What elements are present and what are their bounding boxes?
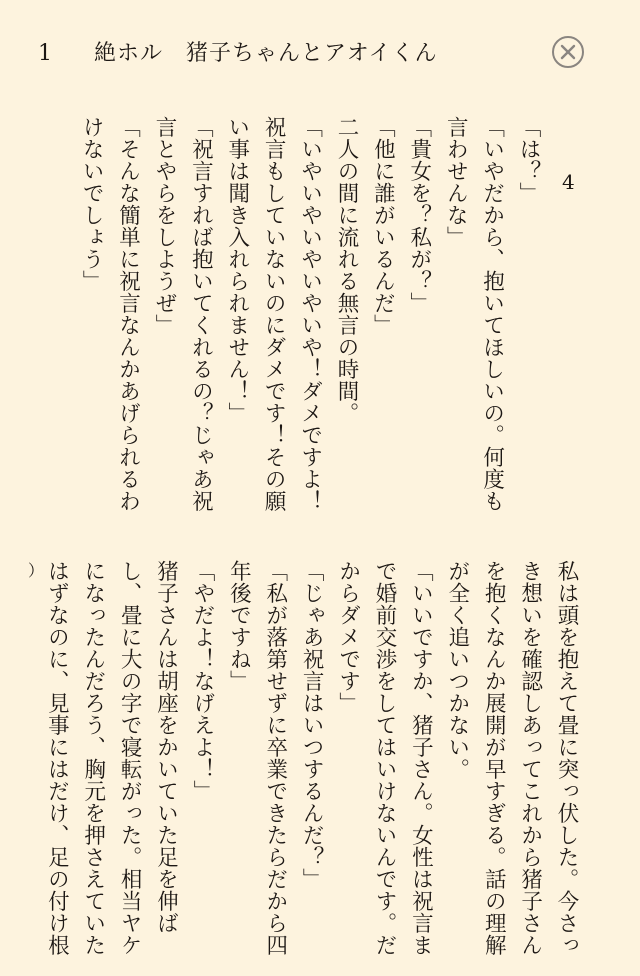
text-line: 「貴女を？私が？」 — [406, 116, 432, 314]
page-number: 4 — [562, 170, 575, 194]
reader-header — [0, 0, 640, 100]
text-line: けないでしょう」 — [79, 116, 105, 292]
text-line: 「いいですか、猪子さん。女性は祝言ま — [408, 560, 434, 956]
text-line: を抱くなんか展開が早すぎる。話の理解 — [481, 560, 507, 956]
text-line: 言わせんな」 — [443, 116, 469, 248]
text-line: 「いやいやいやいやいや！ダメですよ！ — [297, 116, 323, 512]
text-line: 「私が落第せずに卒業できたらだから四 — [262, 560, 288, 956]
text-line: になったんだろう、胸元を押さえていた — [80, 560, 106, 956]
text-line: 「は？」 — [516, 116, 541, 204]
text-line: 「いやだから、抱いてほしいの。何度も — [479, 116, 505, 512]
text-line: 「祝言すれば抱いてくれるの？じゃあ祝 — [188, 116, 214, 512]
text-line: 「やだよ！なげえよ！」 — [189, 560, 215, 802]
text-line: 年後ですね」 — [226, 560, 252, 692]
text-edge-fragment: ） — [28, 561, 45, 580]
text-line: 「他に誰がいるんだ」 — [370, 116, 396, 336]
text-line: はずなのに、見事にはだけ、足の付け根 — [44, 560, 70, 956]
text-line: 「じゃあ祝言はいつするんだ？」 — [299, 560, 325, 890]
text-block-top — [73, 116, 546, 512]
text-line: 私は頭を抱えて畳に突っ伏した。今さっ — [554, 560, 579, 956]
text-line: が全く追いつかない。 — [444, 560, 470, 780]
close-button[interactable] — [552, 36, 584, 68]
text-line: からダメです」 — [335, 560, 361, 714]
text-line: で婚前交渉をしてはいけないんです。だ — [371, 560, 397, 956]
text-line: 猪子さんは胡座をかいていた足を伸ば — [153, 560, 179, 934]
text-block-bottom — [38, 560, 584, 960]
text-line: 言とやらをしようぜ」 — [151, 116, 177, 336]
text-line: し、畳に大の字で寝転がった。相当ヤケ — [117, 560, 143, 956]
chapter-number: 1 — [38, 41, 52, 66]
text-line: 「そんな簡単に祝言なんかあげられるわ — [115, 116, 141, 512]
text-line: 祝言もしていないのにダメです！その願 — [261, 116, 287, 512]
text-line: 二人の間に流れる無言の時間。 — [333, 116, 359, 424]
text-line: き想いを確認しあってこれから猪子さん — [517, 560, 543, 956]
chapter-title: 絶ホル 猪子ちゃんとアオイくん — [94, 41, 438, 66]
close-icon — [560, 44, 576, 60]
text-line: い事は聞き入れられません！」 — [224, 116, 250, 424]
